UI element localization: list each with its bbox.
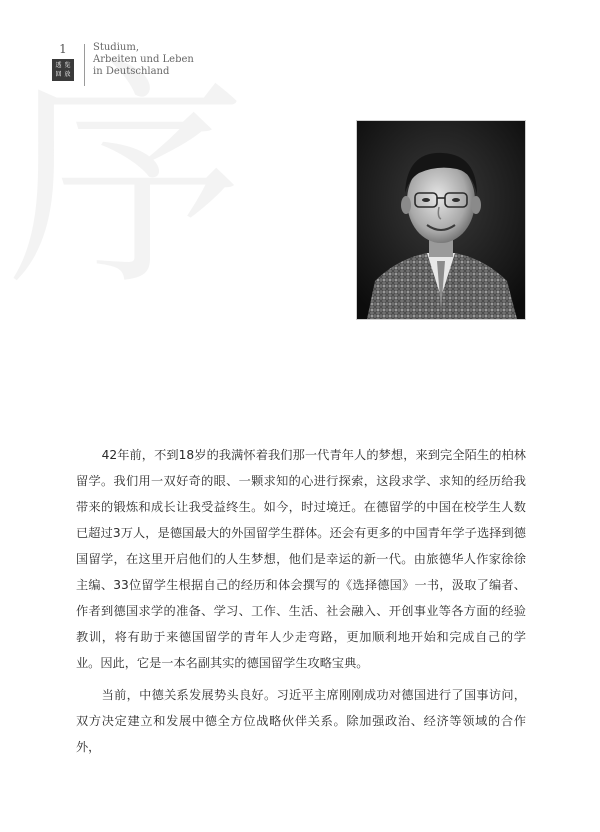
logo-char: 览 — [64, 61, 71, 69]
book-title-line: Studium, — [93, 42, 140, 53]
header-left-block — [48, 42, 78, 81]
preface-watermark-character — [6, 58, 246, 298]
book-title-line: Arbeiten und Leben — [93, 54, 194, 65]
book-title — [93, 42, 194, 78]
author-portrait-photo — [356, 120, 526, 320]
series-logo — [52, 59, 74, 81]
running-header — [48, 42, 194, 86]
page-number: 1 — [59, 42, 67, 56]
header-divider — [84, 44, 85, 86]
logo-char: 透 — [55, 61, 62, 69]
logo-char: 回 — [55, 70, 62, 78]
portrait-illustration — [357, 121, 525, 319]
preface-body — [76, 442, 526, 760]
body-paragraph: 当前，中德关系发展势头良好。习近平主席刚刚成功对德国进行了国事访问，双方决定建立和发展中德全方位战略伙伴关系。除加强政治、经济等领域的合作外， — [76, 688, 526, 754]
body-paragraph: 42年前，不到18岁的我满怀着我们那一代青年人的梦想，来到完全陌生的柏林留学。我们用一双好奇的眼、一颗求知的心进行探索，这段求学、求知的经历给我带来的锻炼和成长让我受益终生。如今，时过境迁。在德留学的中国在校学生人数已超过3万人，是德国最大的外国留学生群体。还会有更多的中国青年学子选择到德国留学，在这里开启他们的人生梦想，他们是幸运的新一代。由旅德华人作家徐徐主编、33位留学生根据自己的经历和体会撰写的《选择德国》一书，汲取了编者、作者到德国求学的准备、学习、工作、生活、社会融入、开创事业等各方面的经验教训，将有助于来德国留学的青年人少走弯路，更加顺利地开始和完成自己的学业。因此，它是一本名副其实的德国留学生攻略宝典。 — [76, 448, 526, 670]
logo-char: 放 — [64, 70, 71, 78]
book-title-line: in Deutschland — [93, 66, 170, 77]
